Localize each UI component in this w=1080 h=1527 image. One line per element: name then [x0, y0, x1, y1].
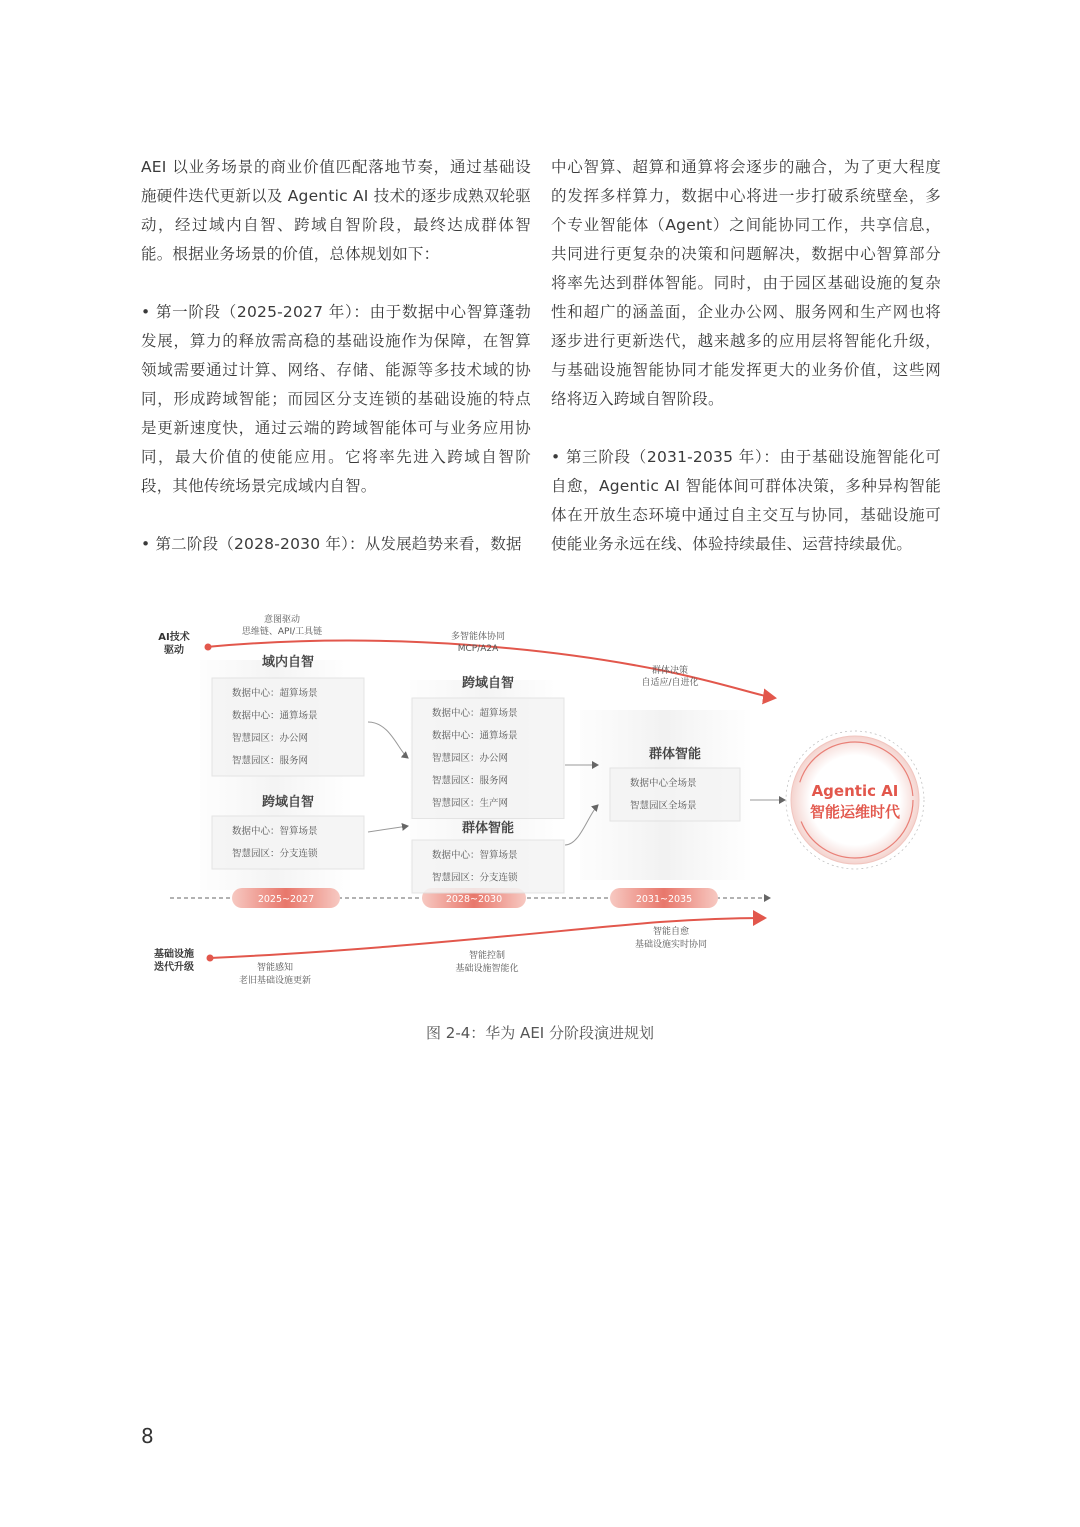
stage3-title: 群体智能 — [648, 747, 702, 762]
stage1-bottom-title: 跨域自智 — [261, 795, 315, 810]
bottom-annotation-3 — [635, 925, 707, 950]
svg-text:意图驱动: 意图驱动 — [263, 615, 301, 625]
bottom-annotation-1 — [239, 961, 311, 986]
stage3-paragraph: • 第三阶段（2031-2035 年）：由于基础设施智能化可自愈，Agentic AI 智能体间可群体决策，多种异构智能体在开放生态环境中通过自主交互与协同，基础设施可使能业务永远在线、体验持续最佳、运营持续最优。 — [551, 448, 941, 553]
stage1-bottom-item: 智慧园区：分支连锁 — [232, 848, 318, 860]
stage2-top-item: 智慧园区：服务网 — [432, 775, 509, 787]
right-column — [551, 153, 941, 588]
svg-text:老旧基础设施更新: 老旧基础设施更新 — [238, 976, 312, 986]
phase-pill-3 — [610, 888, 718, 908]
stage1-paragraph: • 第一阶段（2025-2027 年）：由于数据中心智算蓬勃发展，算力的释放需高稳的基础设施作为保障，在智算领域需要通过计算、网络、存储、能源等多技术域的协同，形成跨域智能；而园区分支连锁的基础设施的特点是更新速度快，通过云端的跨域智能体可与业务应用协同，最大价值的使能应用。它将率先进入跨域自智阶段，其他传统场景完成域内自智。 — [141, 303, 531, 495]
ai-driver-start-dot — [205, 644, 212, 651]
stage2-top-title: 跨域自智 — [461, 676, 515, 691]
svg-text:自适应/自进化: 自适应/自进化 — [641, 678, 699, 688]
figure-caption: 图 2-4：华为 AEI 分阶段演进规划 — [426, 1024, 654, 1042]
svg-text:多智能体协同: 多智能体协同 — [450, 632, 506, 642]
svg-text:智能感知: 智能感知 — [256, 963, 294, 973]
top-annotation-1 — [242, 613, 322, 637]
svg-text:群体决策: 群体决策 — [651, 666, 689, 676]
agentic-ai-circle — [786, 731, 924, 869]
page-number: 8 — [141, 1424, 154, 1448]
svg-text:智能自愈: 智能自愈 — [652, 927, 690, 937]
svg-text:思维链、API/工具链: 思维链、API/工具链 — [241, 627, 323, 637]
bottom-annotation-2 — [455, 949, 518, 974]
left-column — [141, 153, 531, 588]
stage2-bottom-item: 智慧园区：分支连锁 — [432, 872, 518, 884]
stage2-bottom-item: 数据中心：智算场景 — [432, 850, 518, 861]
svg-text:基础设施实时协同: 基础设施实时协同 — [634, 940, 708, 950]
infra-driver-start-dot — [207, 955, 214, 962]
svg-text:2028~2030: 2028~2030 — [445, 894, 503, 905]
stage2-top-item: 智慧园区：生产网 — [432, 798, 509, 809]
ai-driver-label-2: 驱动 — [164, 645, 184, 656]
infra-driver-label-2: 迭代升级 — [154, 962, 194, 973]
svg-text:智能运维时代: 智能运维时代 — [809, 803, 901, 821]
stage1-bottom-box — [212, 816, 364, 869]
stage2-bottom-title: 群体智能 — [461, 821, 515, 836]
stage2-paragraph-cont: 中心智算、超算和通算将会逐步的融合，为了更大程度的发挥多样算力，数据中心将进一步打破系统壁垒，多个专业智能体（Agent）之间能协同工作，共享信息，共同进行更复杂的决策和问题解决，数据中心智算部分将率先达到群体智能。同时，由于园区基础设施的复杂性和超广的涵盖面，企业办公网、服务网和生产网也将逐步进行更新迭代，越来越多的应用层将智能化升级，与基础设施智能协同才能发挥更大的业务价值，这些网络将迈入跨域自智阶段。 — [551, 158, 941, 408]
svg-text:2025~2027: 2025~2027 — [257, 894, 315, 905]
phase-pill-1 — [232, 888, 340, 908]
stage1-top-item: 数据中心：超算场景 — [232, 688, 318, 699]
stage2-bottom-box — [412, 840, 564, 893]
stage3-box — [610, 768, 740, 821]
stage1-top-item: 智慧园区：办公网 — [232, 733, 309, 744]
stage2-paragraph-start: • 第二阶段（2028-2030 年）：从发展趋势来看，数据 — [141, 535, 522, 553]
stage1-top-item: 智慧园区：服务网 — [232, 755, 309, 767]
connector-arrow-1 — [368, 722, 408, 758]
top-annotation-2 — [451, 630, 505, 654]
stage2-top-item: 数据中心：通算场景 — [432, 730, 518, 742]
stage1-bottom-item: 数据中心：智算场景 — [232, 826, 318, 837]
stage2-top-item: 数据中心：超算场景 — [432, 708, 518, 719]
infra-driver-label-1: 基础设施 — [154, 949, 194, 960]
stage1-top-title: 域内自智 — [261, 655, 315, 670]
svg-text:Agentic AI: Agentic AI — [811, 782, 899, 800]
intro-paragraph: AEI 以业务场景的商业价值匹配落地节奏，通过基础设施硬件迭代更新以及 Agentic AI 技术的逐步成熟双轮驱动，经过域内自智、跨域自智阶段，最终达成群体智能。根据业务场景的价值，总体规划如下： — [141, 158, 531, 263]
stage1-top-item: 数据中心：通算场景 — [232, 710, 318, 722]
svg-text:智能控制: 智能控制 — [468, 951, 506, 961]
stage3-item: 数据中心全场景 — [630, 778, 697, 789]
svg-text:基础设施智能化: 基础设施智能化 — [455, 964, 519, 974]
stage2-top-item: 智慧园区：办公网 — [432, 753, 509, 764]
evolution-diagram — [140, 600, 940, 1000]
connector-arrow-2 — [368, 826, 408, 832]
ai-driver-label-1: AI技术 — [158, 632, 190, 643]
stage3-item: 智慧园区全场景 — [630, 800, 697, 812]
svg-text:2031~2035: 2031~2035 — [635, 894, 693, 905]
svg-text:MCP/A2A: MCP/A2A — [457, 644, 499, 654]
